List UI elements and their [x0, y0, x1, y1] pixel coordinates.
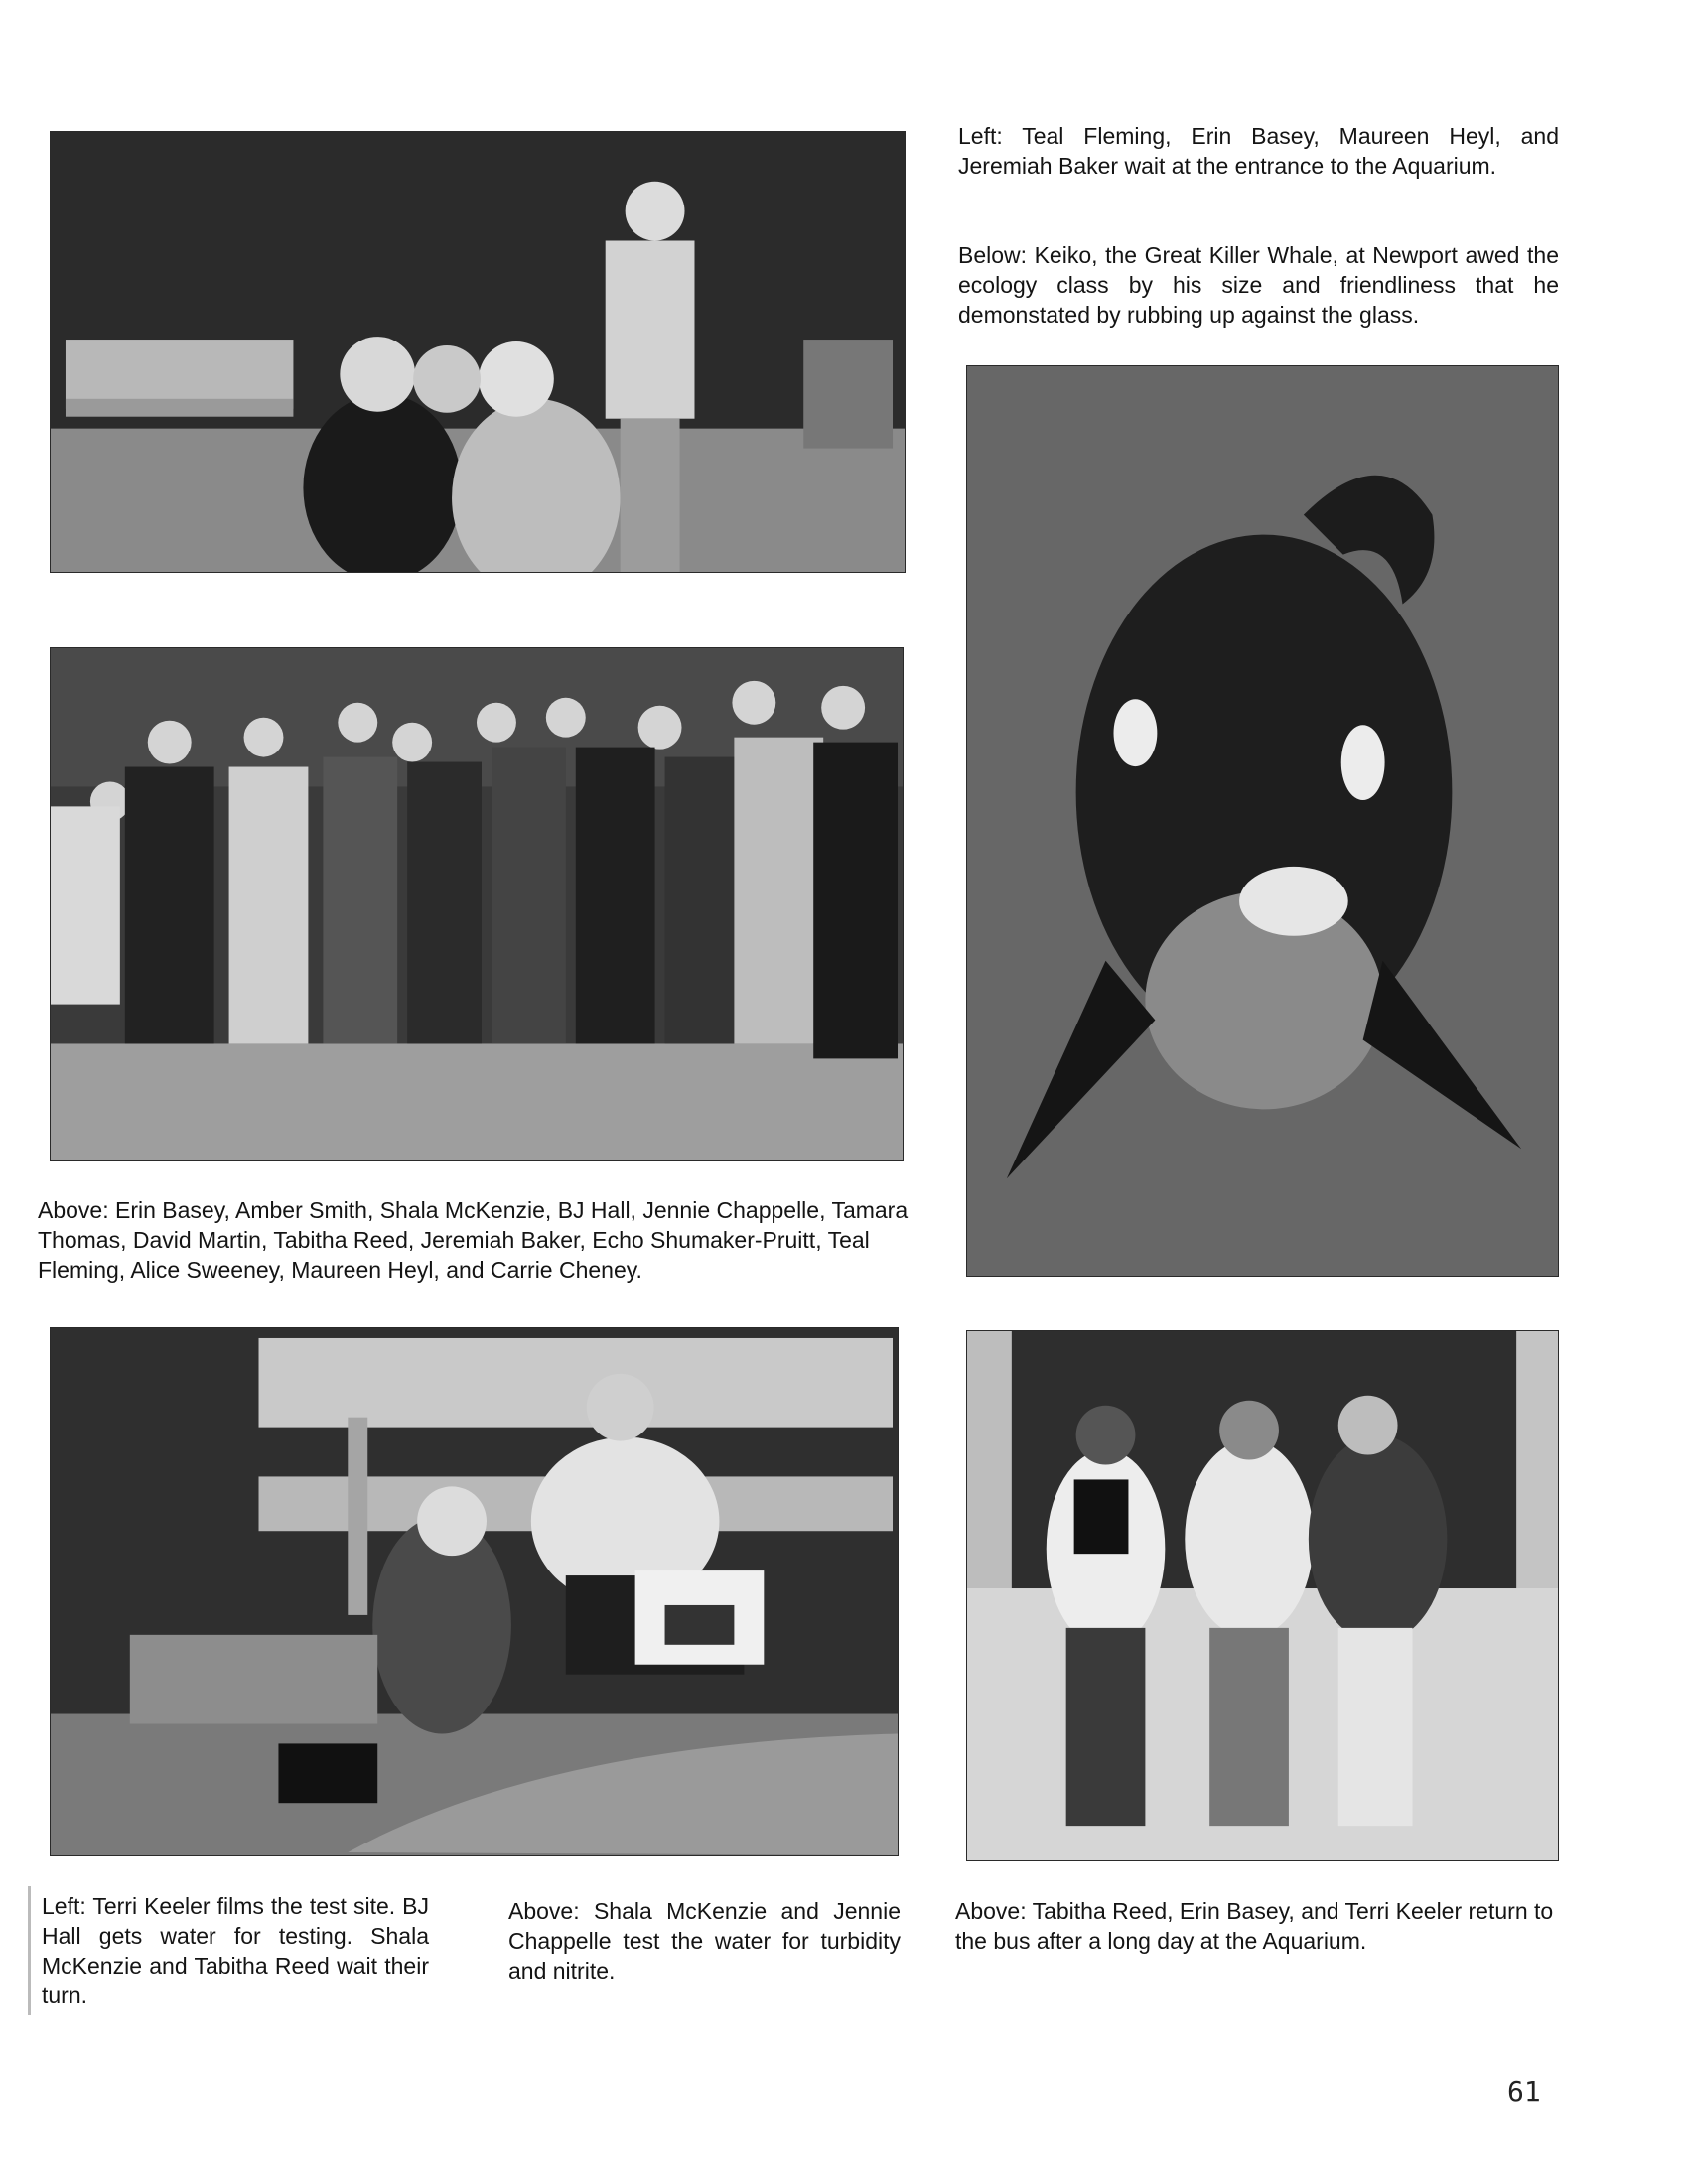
photo-keiko-whale-graphic: [967, 366, 1558, 1276]
page-number: 61: [1507, 2075, 1541, 2108]
photo-aquarium-entrance: [50, 131, 906, 573]
photo-water-testing: [50, 1327, 899, 1856]
photo-return-to-bus-graphic: [967, 1331, 1558, 1860]
caption-entrance: Left: Teal Fleming, Erin Basey, Maureen Heyl, and Jeremiah Baker wait at the entrance to the Aquarium.: [958, 123, 1559, 179]
photo-aquarium-entrance-graphic: [51, 132, 905, 572]
photo-return-to-bus: [966, 1330, 1559, 1861]
photo-group-graphic: [51, 648, 903, 1160]
photo-group: [50, 647, 904, 1161]
caption-water-test: Above: Shala McKenzie and Jennie Chappelle test the water for turbidity and nitrite.: [508, 1898, 901, 1983]
caption-return-bus: Above: Tabitha Reed, Erin Basey, and Terri Keeler return to the bus after a long day at the Aquarium.: [955, 1898, 1554, 1954]
caption-group: Above: Erin Basey, Amber Smith, Shala McKenzie, BJ Hall, Jennie Chappelle, Tamara Thomas, David Martin, Tabitha Reed, Jeremiah Baker, Echo Shumaker-Pruitt, Teal Fleming, Alice Sweeney, Maureen Heyl, and Carrie Cheney.: [38, 1197, 909, 1283]
photo-water-testing-graphic: [51, 1328, 898, 1855]
photo-keiko-whale: [966, 365, 1559, 1277]
caption-film-test-site: Left: Terri Keeler films the test site. BJ Hall gets water for testing. Shala McKenzie and Tabitha Reed wait their turn.: [42, 1893, 429, 2008]
caption-keiko: Below: Keiko, the Great Killer Whale, at Newport awed the ecology class by his size and friendliness that he demonstated by rubbing up against the glass.: [958, 242, 1559, 328]
margin-scan-mark: [28, 1886, 31, 2015]
